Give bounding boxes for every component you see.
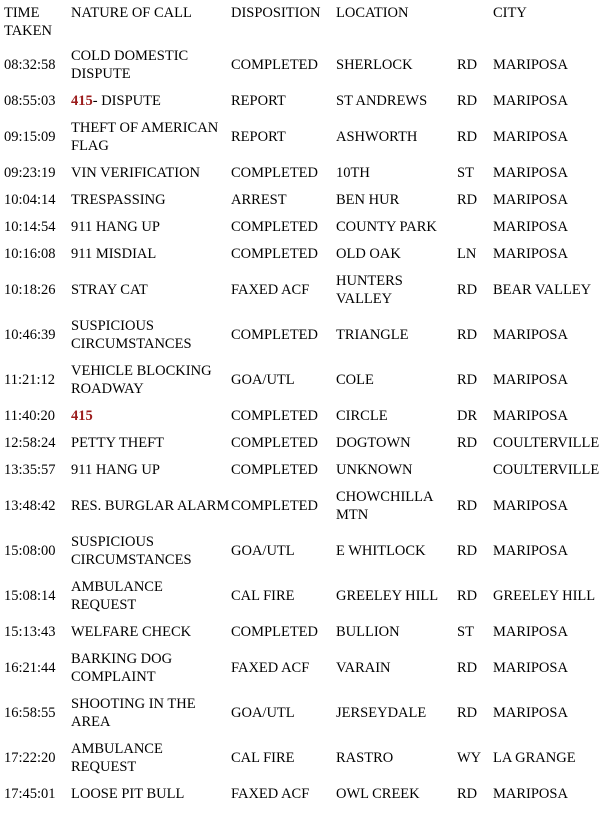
cell-city: MARIPOSA bbox=[493, 218, 568, 235]
table-row bbox=[4, 87, 614, 114]
cell-city: MARIPOSA bbox=[493, 785, 568, 802]
table-row bbox=[4, 735, 614, 780]
cell-location: ASHWORTH bbox=[336, 128, 418, 145]
cell-time: 10:14:54 bbox=[4, 218, 56, 235]
cell-city: COULTERVILLE bbox=[493, 461, 600, 478]
cell-nature bbox=[71, 114, 231, 159]
cell-disposition: COMPLETED bbox=[231, 623, 318, 640]
cell-disposition: COMPLETED bbox=[231, 164, 318, 181]
table-row bbox=[4, 402, 614, 429]
cell-location: CIRCLE bbox=[336, 407, 388, 424]
cell-street-type: RD bbox=[457, 434, 478, 451]
table-row bbox=[4, 618, 614, 645]
cell-disposition: ARREST bbox=[231, 191, 287, 208]
table-row bbox=[4, 528, 614, 573]
cell-city: MARIPOSA bbox=[493, 542, 568, 559]
cell-city: MARIPOSA bbox=[493, 191, 568, 208]
cell-nature bbox=[71, 213, 231, 240]
cell-time: 15:13:43 bbox=[4, 623, 56, 640]
cell-street-type: WY bbox=[457, 749, 482, 766]
cell-street-type: LN bbox=[457, 245, 477, 262]
cell-location: BEN HUR bbox=[336, 191, 400, 208]
cell-time: 16:58:55 bbox=[4, 704, 56, 721]
cell-disposition: COMPLETED bbox=[231, 461, 318, 478]
cell-nature bbox=[71, 528, 231, 573]
table-row bbox=[4, 186, 614, 213]
table-row bbox=[4, 456, 614, 483]
cell-disposition: REPORT bbox=[231, 128, 286, 145]
cell-time: 10:18:26 bbox=[4, 281, 56, 298]
cell-location: JERSEYDALE bbox=[336, 704, 427, 721]
cell-city: MARIPOSA bbox=[493, 623, 568, 640]
cell-street-type: RD bbox=[457, 497, 478, 514]
cell-time: 17:22:20 bbox=[4, 749, 56, 766]
cell-street-type bbox=[457, 213, 493, 240]
cell-disposition: REPORT bbox=[231, 92, 286, 109]
table-row bbox=[4, 429, 614, 456]
table-row bbox=[4, 357, 614, 402]
cell-street-type bbox=[457, 456, 493, 483]
header-disposition: DISPOSITION bbox=[231, 5, 321, 21]
cell-disposition: FAXED ACF bbox=[231, 281, 310, 298]
cell-street-type: RD bbox=[457, 587, 478, 604]
cell-street-type: RD bbox=[457, 191, 478, 208]
cell-disposition: COMPLETED bbox=[231, 245, 318, 262]
cell-street-type: RD bbox=[457, 704, 478, 721]
cell-time: 08:55:03 bbox=[4, 92, 56, 109]
cell-city: MARIPOSA bbox=[493, 92, 568, 109]
cell-city: MARIPOSA bbox=[493, 164, 568, 181]
call-nature-text: RES. BURGLAR ALARM bbox=[71, 497, 230, 514]
call-nature-text: BARKING DOG COMPLAINT bbox=[71, 650, 173, 685]
table-row bbox=[4, 690, 614, 735]
call-nature-text: AMBULANCE REQUEST bbox=[71, 578, 163, 613]
cell-nature bbox=[71, 429, 231, 456]
call-nature-text: 911 HANG UP bbox=[71, 218, 160, 235]
cell-nature bbox=[71, 312, 231, 357]
cell-nature bbox=[71, 267, 231, 312]
header-nature-of-call: NATURE OF CALL bbox=[71, 5, 192, 21]
cell-time: 10:04:14 bbox=[4, 191, 56, 208]
cell-location: RASTRO bbox=[336, 749, 394, 766]
cell-street-type: RD bbox=[457, 542, 478, 559]
cell-city: MARIPOSA bbox=[493, 128, 568, 145]
table-row bbox=[4, 240, 614, 267]
cell-city: MARIPOSA bbox=[493, 407, 568, 424]
table-row bbox=[4, 267, 614, 312]
table-row bbox=[4, 483, 614, 528]
cell-location: OWL CREEK bbox=[336, 785, 420, 802]
cell-time: 16:21:44 bbox=[4, 659, 56, 676]
cell-disposition: FAXED ACF bbox=[231, 659, 310, 676]
call-nature-text: PETTY THEFT bbox=[71, 434, 165, 451]
cell-street-type: ST bbox=[457, 164, 474, 181]
cell-street-type: RD bbox=[457, 659, 478, 676]
cell-street-type: RD bbox=[457, 785, 478, 802]
cell-location: VARAIN bbox=[336, 659, 391, 676]
cell-location: 10TH bbox=[336, 164, 370, 181]
call-nature-text: STRAY CAT bbox=[71, 281, 148, 298]
cell-nature bbox=[71, 618, 231, 645]
cell-time: 17:45:01 bbox=[4, 785, 56, 802]
cell-street-type: DR bbox=[457, 407, 478, 424]
cell-street-type: ST bbox=[457, 623, 474, 640]
header-street-type bbox=[457, 4, 493, 42]
cell-street-type: RD bbox=[457, 92, 478, 109]
cell-time: 11:40:20 bbox=[4, 407, 56, 424]
call-nature-text: 911 MISDIAL bbox=[71, 245, 157, 262]
cell-nature bbox=[71, 240, 231, 267]
call-nature-text: LOOSE PIT BULL bbox=[71, 785, 185, 802]
table-row bbox=[4, 213, 614, 240]
table-body bbox=[4, 42, 614, 807]
cell-city: GREELEY HILL bbox=[493, 587, 596, 604]
cell-city: MARIPOSA bbox=[493, 497, 568, 514]
call-nature-text: SUSPICIOUS CIRCUMSTANCES bbox=[71, 533, 192, 568]
cell-disposition: COMPLETED bbox=[231, 434, 318, 451]
cell-location: SHERLOCK bbox=[336, 56, 413, 73]
cell-disposition: GOA/UTL bbox=[231, 542, 295, 559]
cell-location: HUNTERS VALLEY bbox=[336, 272, 403, 307]
cell-time: 15:08:00 bbox=[4, 542, 56, 559]
cell-city: COULTERVILLE bbox=[493, 434, 600, 451]
cell-location: TRIANGLE bbox=[336, 326, 409, 343]
cell-street-type: RD bbox=[457, 128, 478, 145]
cell-time: 12:58:24 bbox=[4, 434, 56, 451]
call-nature-text: SUSPICIOUS CIRCUMSTANCES bbox=[71, 317, 192, 352]
cell-disposition: GOA/UTL bbox=[231, 371, 295, 388]
cell-location: OLD OAK bbox=[336, 245, 401, 262]
cell-location: ST ANDREWS bbox=[336, 92, 428, 109]
cell-disposition: COMPLETED bbox=[231, 497, 318, 514]
cell-nature bbox=[71, 690, 231, 735]
cell-time: 10:46:39 bbox=[4, 326, 56, 343]
call-nature-text: VIN VERIFICATION bbox=[71, 164, 201, 181]
cell-nature bbox=[71, 780, 231, 807]
cell-disposition: COMPLETED bbox=[231, 407, 318, 424]
cell-time: 10:16:08 bbox=[4, 245, 56, 262]
cell-time: 09:23:19 bbox=[4, 164, 56, 181]
call-nature-text: THEFT OF AMERICAN FLAG bbox=[71, 119, 219, 154]
cell-location: DOGTOWN bbox=[336, 434, 411, 451]
table-header bbox=[4, 4, 614, 42]
cell-nature bbox=[71, 645, 231, 690]
cell-location: CHOWCHILLA MTN bbox=[336, 488, 433, 523]
cell-city: MARIPOSA bbox=[493, 245, 568, 262]
header-city: CITY bbox=[493, 5, 527, 21]
cell-time: 09:15:09 bbox=[4, 128, 56, 145]
cell-location: E WHITLOCK bbox=[336, 542, 426, 559]
cell-nature bbox=[71, 87, 231, 114]
cell-city: LA GRANGE bbox=[493, 749, 576, 766]
cell-street-type: RD bbox=[457, 281, 478, 298]
cell-time: 15:08:14 bbox=[4, 587, 56, 604]
cell-disposition: COMPLETED bbox=[231, 218, 318, 235]
cell-location: COLE bbox=[336, 371, 374, 388]
table-row bbox=[4, 114, 614, 159]
table-row bbox=[4, 573, 614, 618]
cell-location: GREELEY HILL bbox=[336, 587, 439, 604]
cell-location: BULLION bbox=[336, 623, 400, 640]
cell-disposition: GOA/UTL bbox=[231, 704, 295, 721]
cell-nature bbox=[71, 456, 231, 483]
call-nature-text: TRESPASSING bbox=[71, 191, 166, 208]
cell-nature bbox=[71, 402, 231, 429]
call-nature-text: 911 HANG UP bbox=[71, 461, 160, 478]
cell-city: MARIPOSA bbox=[493, 659, 568, 676]
cell-city: BEAR VALLEY bbox=[493, 281, 592, 298]
cell-city: MARIPOSA bbox=[493, 56, 568, 73]
table-row bbox=[4, 159, 614, 186]
cell-street-type: RD bbox=[457, 371, 478, 388]
cell-disposition: CAL FIRE bbox=[231, 749, 295, 766]
table-row bbox=[4, 42, 614, 87]
call-code: 415 bbox=[71, 92, 93, 109]
header-location: LOCATION bbox=[336, 5, 409, 21]
cell-nature bbox=[71, 42, 231, 87]
cell-disposition: COMPLETED bbox=[231, 56, 318, 73]
table-row bbox=[4, 312, 614, 357]
call-nature-text: WELFARE CHECK bbox=[71, 623, 192, 640]
cell-location: COUNTY PARK bbox=[336, 218, 437, 235]
cell-city: MARIPOSA bbox=[493, 326, 568, 343]
cell-time: 13:48:42 bbox=[4, 497, 56, 514]
call-nature-text: SHOOTING IN THE AREA bbox=[71, 695, 196, 730]
cell-disposition: FAXED ACF bbox=[231, 785, 310, 802]
call-nature-text: COLD DOMESTIC DISPUTE bbox=[71, 47, 189, 82]
cell-nature bbox=[71, 186, 231, 213]
cell-nature bbox=[71, 573, 231, 618]
table-row bbox=[4, 780, 614, 807]
cell-location: UNKNOWN bbox=[336, 461, 413, 478]
header-time-taken: TIME TAKEN bbox=[4, 5, 52, 39]
cell-nature bbox=[71, 159, 231, 186]
cell-street-type: RD bbox=[457, 326, 478, 343]
cell-time: 11:21:12 bbox=[4, 371, 56, 388]
cell-nature bbox=[71, 735, 231, 780]
call-code: 415 bbox=[71, 407, 93, 424]
call-log-table bbox=[4, 4, 614, 807]
cell-time: 08:32:58 bbox=[4, 56, 56, 73]
cell-city: MARIPOSA bbox=[493, 371, 568, 388]
table-row bbox=[4, 645, 614, 690]
cell-disposition: COMPLETED bbox=[231, 326, 318, 343]
call-nature-text: AMBULANCE REQUEST bbox=[71, 740, 163, 775]
cell-time: 13:35:57 bbox=[4, 461, 56, 478]
cell-disposition: CAL FIRE bbox=[231, 587, 295, 604]
call-nature-text: - DISPUTE bbox=[92, 92, 161, 109]
cell-street-type: RD bbox=[457, 56, 478, 73]
cell-nature bbox=[71, 357, 231, 402]
cell-nature bbox=[71, 483, 231, 528]
cell-city: MARIPOSA bbox=[493, 704, 568, 721]
call-nature-text: VEHICLE BLOCKING ROADWAY bbox=[71, 362, 212, 397]
